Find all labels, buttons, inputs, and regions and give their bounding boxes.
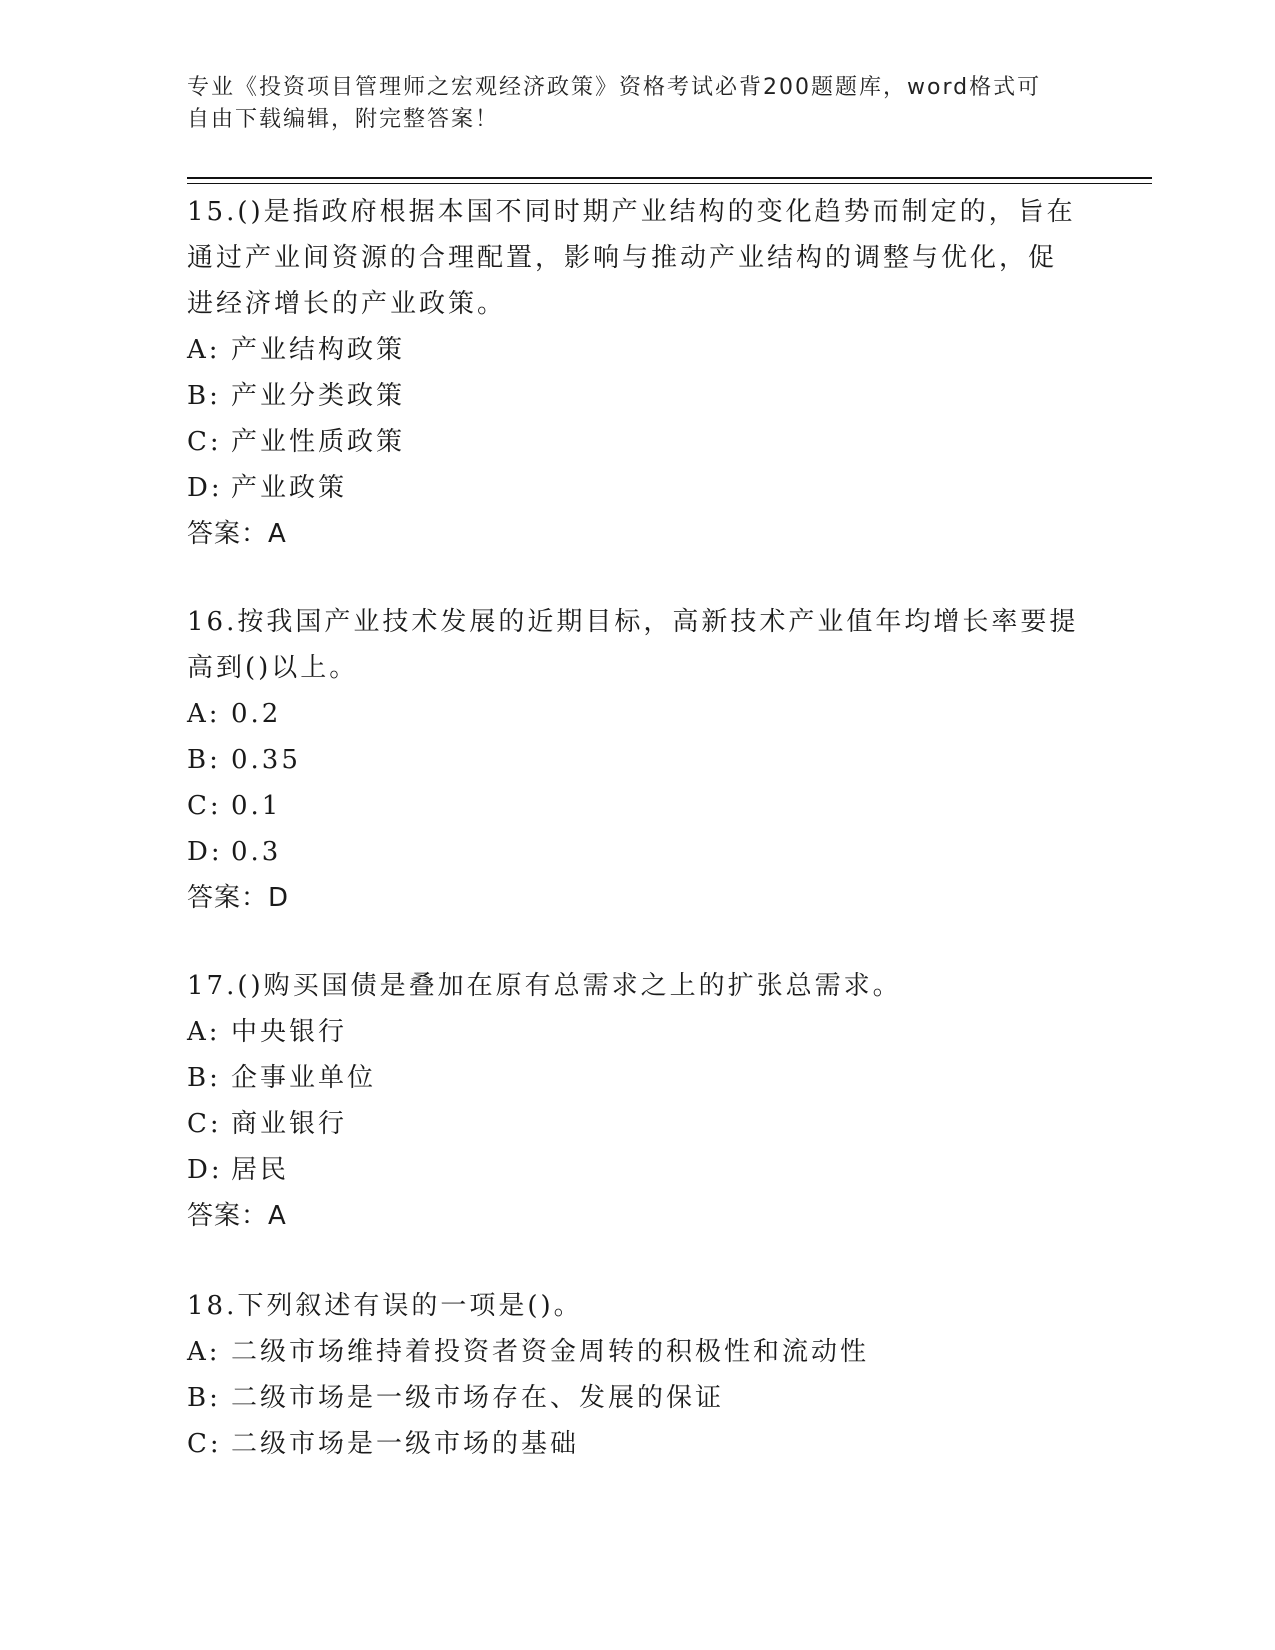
question-15 [187, 189, 1087, 557]
option-text: 二级市场是一级市场的基础 [231, 1429, 580, 1459]
option-text: 二级市场维持着投资者资金周转的积极性和流动性 [231, 1337, 870, 1367]
question-stem [187, 963, 1087, 1009]
option-a [187, 1009, 1087, 1055]
question-17 [187, 963, 1087, 1239]
option-c [187, 783, 1087, 829]
question-18 [187, 1283, 1087, 1467]
option-b [187, 737, 1087, 783]
option-d [187, 829, 1087, 875]
option-key: D: [187, 1155, 223, 1185]
option-text: 产业分类政策 [231, 381, 406, 411]
stem-line: 通过产业间资源的合理配置，影响与推动产业结构的调整与优化，促 [187, 243, 1058, 273]
option-a [187, 691, 1087, 737]
option-key: A: [187, 1337, 221, 1367]
answer-line: 答案：D [187, 883, 290, 913]
answer-line: 答案：A [187, 519, 287, 549]
header-line-1: 专业《投资项目管理师之宏观经济政策》资格考试必背200题题库，word格式可 [187, 75, 1042, 100]
option-text: 企事业单位 [231, 1063, 377, 1093]
option-d [187, 1147, 1087, 1193]
option-key: C: [187, 427, 222, 457]
stem-line: 16.按我国产业技术发展的近期目标，高新技术产业值年均增长率要提 [187, 607, 1079, 637]
answer-line: 答案：A [187, 1201, 287, 1231]
option-text: 产业政策 [231, 473, 348, 503]
stem-line: 进经济增长的产业政策。 [187, 289, 507, 319]
option-b [187, 1055, 1087, 1101]
option-c [187, 419, 1087, 465]
question-16 [187, 599, 1087, 921]
option-b [187, 373, 1087, 419]
stem-line: 17.()购买国债是叠加在原有总需求之上的扩张总需求。 [187, 971, 902, 1001]
option-text: 0.3 [231, 837, 282, 867]
stem-line: 15.()是指政府根据本国不同时期产业结构的变化趋势而制定的，旨在 [187, 197, 1076, 227]
option-text: 产业性质政策 [231, 427, 406, 457]
option-a [187, 327, 1087, 373]
question-stem [187, 599, 1087, 691]
option-text: 中央银行 [231, 1017, 348, 1047]
header-line-2: 自由下载编辑，附完整答案！ [187, 107, 500, 132]
stem-line: 18.下列叙述有误的一项是()。 [187, 1291, 583, 1321]
option-key: A: [187, 335, 221, 365]
question-stem [187, 1283, 1087, 1329]
option-text: 居民 [231, 1155, 290, 1185]
option-c [187, 1421, 1087, 1467]
option-key: D: [187, 837, 223, 867]
option-key: B: [187, 745, 221, 775]
option-key: C: [187, 1429, 222, 1459]
option-text: 0.35 [231, 745, 301, 775]
option-key: B: [187, 381, 221, 411]
option-text: 商业银行 [231, 1109, 348, 1139]
option-key: A: [187, 699, 221, 729]
option-key: D: [187, 473, 223, 503]
stem-line: 高到()以上。 [187, 653, 359, 683]
document-header [187, 72, 1067, 136]
option-text: 0.1 [231, 791, 282, 821]
option-key: C: [187, 1109, 222, 1139]
option-key: A: [187, 1017, 221, 1047]
option-text: 产业结构政策 [231, 335, 406, 365]
option-a [187, 1329, 1087, 1375]
question-stem [187, 189, 1087, 327]
option-b [187, 1375, 1087, 1421]
header-divider-thin [187, 183, 1152, 184]
option-c [187, 1101, 1087, 1147]
header-divider-thick [187, 177, 1152, 179]
option-key: B: [187, 1383, 221, 1413]
option-text: 0.2 [231, 699, 282, 729]
option-key: C: [187, 791, 222, 821]
option-text: 二级市场是一级市场存在、发展的保证 [231, 1383, 725, 1413]
option-d [187, 465, 1087, 511]
option-key: B: [187, 1063, 221, 1093]
